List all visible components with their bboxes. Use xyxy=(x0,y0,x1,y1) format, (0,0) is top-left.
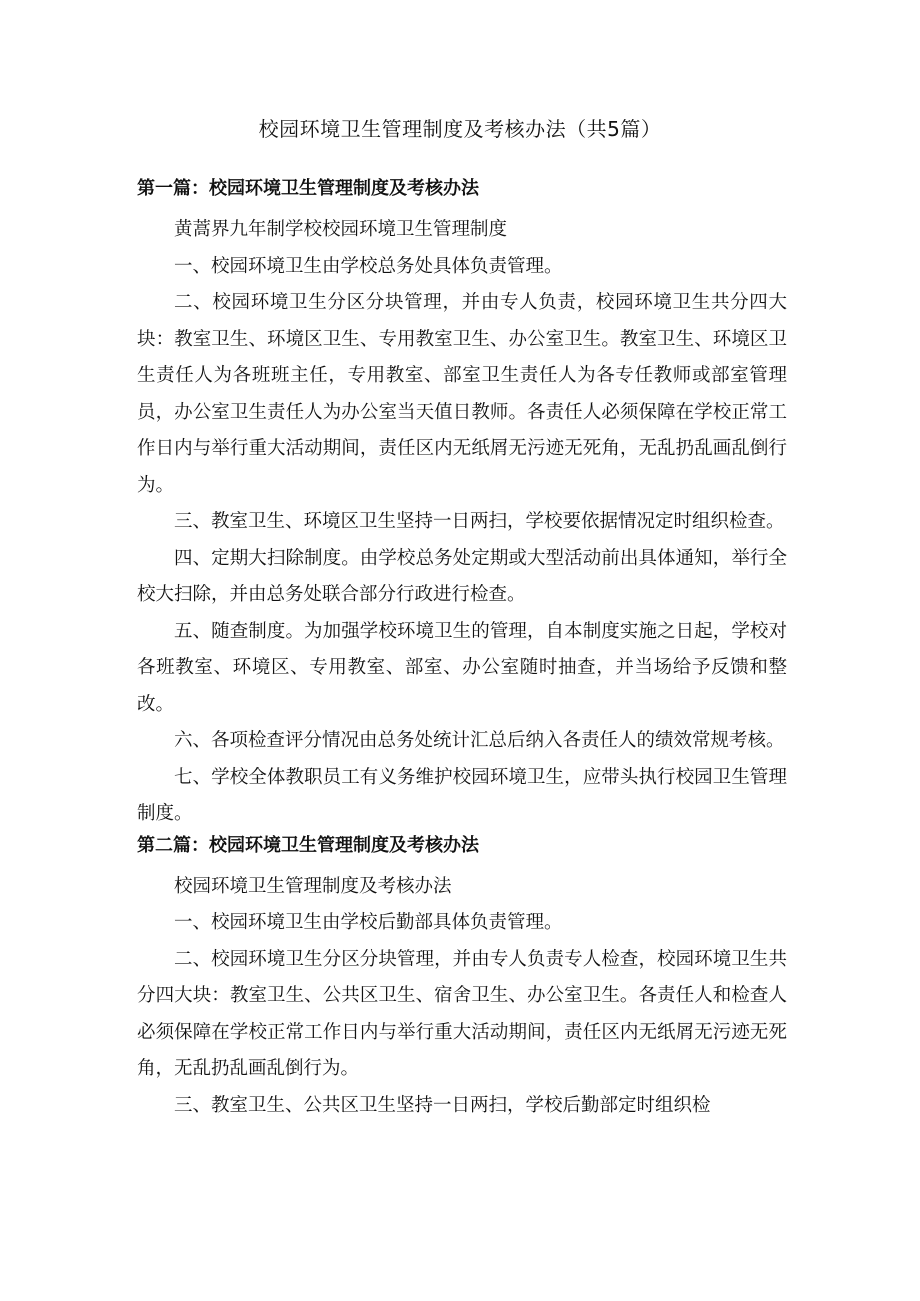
section-heading: 第二篇：校园环境卫生管理制度及考核办法 xyxy=(137,834,479,856)
paragraph: 四、定期大扫除制度。由学校总务处定期或大型活动前出具体通知，举行全校大扫除，并由总务处联合部分行政进行检查。 xyxy=(137,547,787,605)
section-subtitle: 校园环境卫生管理制度及考核办法 xyxy=(174,875,452,897)
paragraph: 六、各项检查评分情况由总务处统计汇总后纳入各责任人的绩效常规考核。 xyxy=(174,730,785,751)
paragraph: 三、教室卫生、环境区卫生坚持一日两扫，学校要依据情况定时组织检查。 xyxy=(174,511,785,532)
section-1 xyxy=(137,176,787,833)
paragraph: 二、校园环境卫生分区分块管理，并由专人负责专人检查，校园环境卫生共分四大块：教室卫生、公共区卫生、宿舍卫生、办公室卫生。各责任人和检查人必须保障在学校正常工作日内与举行重大活动期间，责任区内无纸屑无污迹无死角，无乱扔乱画乱倒行为。 xyxy=(137,948,787,1079)
paragraph: 一、校园环境卫生由学校总务处具体负责管理。 xyxy=(174,255,563,277)
paragraph: 七、学校全体教职员工有义务维护校园环境卫生，应带头执行校园卫生管理制度。 xyxy=(137,766,787,824)
document-title: 校园环境卫生管理制度及考核办法（共5篇） xyxy=(258,117,662,141)
section-2 xyxy=(137,833,787,1125)
paragraph: 一、校园环境卫生由学校后勤部具体负责管理。 xyxy=(174,912,563,933)
document-body xyxy=(137,176,787,1124)
section-subtitle: 黄蒿界九年制学校校园环境卫生管理制度 xyxy=(174,219,508,240)
paragraph: 二、校园环境卫生分区分块管理，并由专人负责，校园环境卫生共分四大块：教室卫生、环境区卫生、专用教室卫生、办公室卫生。教室卫生、环境区卫生责任人为各班班主任，专用教室、部室卫生责任人为各专任教师或部室管理员，办公室卫生责任人为办公室当天值日教师。各责任人必须保障在学校正常工作日内与举行重大活动期间，责任区内无纸屑无污迹无死角，无乱扔乱画乱倒行为。 xyxy=(137,292,787,496)
paragraph: 五、随查制度。为加强学校环境卫生的管理，自本制度实施之日起，学校对各班教室、环境区、专用教室、部室、办公室随时抽查，并当场给予反馈和整改。 xyxy=(137,620,787,715)
paragraph: 三、教室卫生、公共区卫生坚持一日两扫，学校后勤部定时组织检 xyxy=(174,1094,711,1116)
section-heading: 第一篇：校园环境卫生管理制度及考核办法 xyxy=(137,178,479,199)
